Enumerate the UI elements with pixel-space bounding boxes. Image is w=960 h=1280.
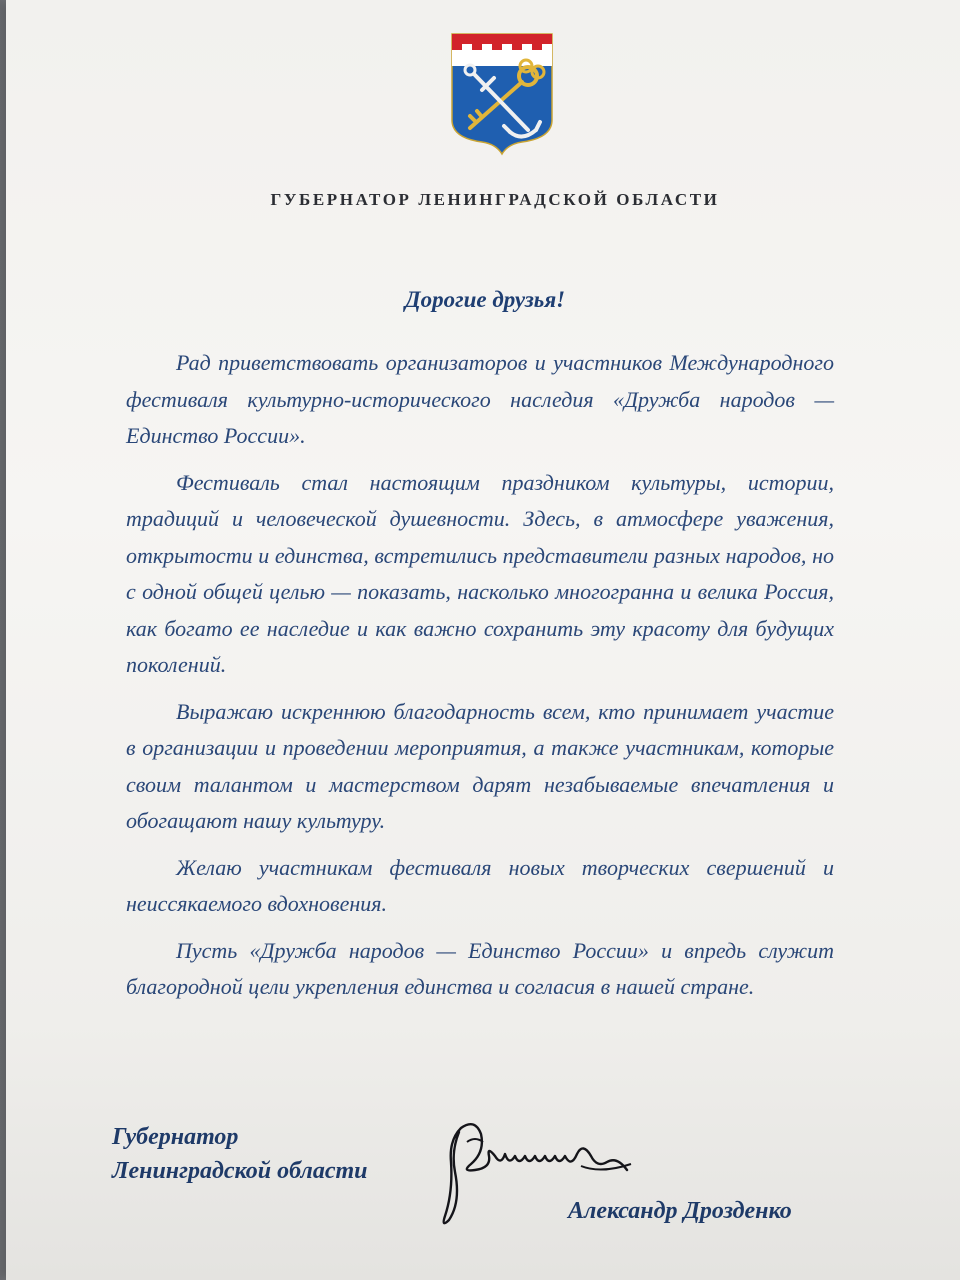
paragraph: Пусть «Дружба народов — Единство России» и впредь служит благородной цели укрепления единства и согласия в нашей стране. <box>126 937 834 999</box>
letter-greeting: Дорогие друзья! <box>404 287 566 312</box>
paragraph: Рад приветствовать организаторов и участников Международного фестиваля культурно-исторического наследия «Дружба народов — Единство России». <box>126 350 834 448</box>
coat-of-arms-icon <box>450 32 554 156</box>
letter-sheet <box>6 0 960 1280</box>
signatory-name: Александр Дрозденко <box>568 1198 792 1224</box>
signature-title <box>112 1120 368 1188</box>
letter-header: ГУБЕРНАТОР ЛЕНИНГРАДСКОЙ ОБЛАСТИ <box>270 190 720 209</box>
letter-body <box>126 345 834 1016</box>
signature-title-line: Ленинградской области <box>112 1158 368 1184</box>
paragraph: Желаю участникам фестиваля новых творческих свершений и неиссякаемого вдохновения. <box>126 854 834 916</box>
paragraph: Выражаю искреннюю благодарность всем, кто принимает участие в организации и проведении мероприятия, а также участникам, которые своим талантом и мастерством дарят незабываемые впечатления и обогащают нашу культуру. <box>126 698 834 833</box>
signature-title-line: Губернатор <box>112 1124 239 1150</box>
paragraph: Фестиваль стал настоящим праздником культуры, истории, традиций и человеческой душевности. Здесь, в атмосфере уважения, открытости и единства, встретились представители разных народов, но с одной общей целью — показать, насколько многогранна и велика Россия, как богато ее наследие и как важно сохранить эту красоту для будущих поколений. <box>126 469 834 677</box>
